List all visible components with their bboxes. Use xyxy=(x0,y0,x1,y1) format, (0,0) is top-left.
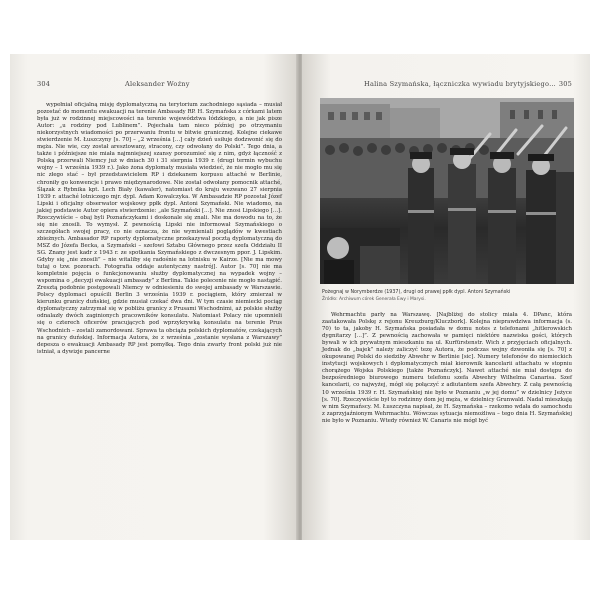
open-book xyxy=(10,54,590,540)
caption-main: Pożegnaj w Norymberdze (1937), drugi od prawej ppłk dypl. Antoni Szymański xyxy=(322,290,511,295)
right-page-body xyxy=(322,312,572,425)
left-page-body xyxy=(37,102,282,356)
left-running-head: Aleksander Woźny xyxy=(125,80,190,88)
black-white-photograph-icon xyxy=(320,98,574,284)
caption-source: Źródło: Archiwum córek Generała Ewy i Marysi. xyxy=(322,296,426,302)
right-paragraph: Wehrmachtu parły na Warszawę. [Najbliżej do stolicy miała 4. DPanc, która zaatakowała Polskę z rejonu Kreuzburg/Kluczbork]. Kolejna nieprawdziwa informacja (s. 70) to ta, jakoby H. Szymańska posiadała w domu notes z telefonami „hitlerowskich dygnitarzy […]”. Z pewnością zachowała w pamięci niektóre nazwiska gości, których bywali w ich prywatnym mieszkaniu na ul. Kurfürstenstr. Wich z przyjęciach oficjalnych. Jednak do „bajek” należy zaliczyć tezę Autora, że podczas wojny dzwoniła się [s. 70] z okupowanej Polski do siedziby Abwehr w Berlinie [sic]. Numery telefonów do niemieckich instytucji wojskowych i dyplomatycznych miał kierownik kancelarii attachatu w stopniu chorążego Wojska Polskiego [także Poznańczyk]. Nawet attaché nie miał dostępu do bezpośredniego biurowego numeru telefonu szefa Abwehry Wilhelma Canarisa. Szef kancelarii, co najwyżej, mógł się połączyć z adiutantem szefa Abwehry. Z całą pewnością 10 września 1939 r. H. Szymańskiej nie było w Poznaniu „w jej domu” w dzielnicy Jeżyce [s. 70]. Rzeczywiście był to rodzinny dom jej męża, w dzielnicy Grunwald. Nadal mieszkają w nim Szymańscy. M. Łuszczyna napisał, że H. Szymańska – rzekomo wdała do samochodu z zaprzyjaźnionym Wehrmachtu. Wówczas sytuacja niemożliwa – tego dnia H. Szymańskiej nie było w Poznaniu. Wtedy również W. Canaris nie mógł być xyxy=(322,312,572,424)
right-running-head: Halina Szymańska, łączniczka wywiadu brytyjskiego… xyxy=(364,80,556,88)
left-page xyxy=(10,54,298,540)
right-page-number: 305 xyxy=(558,80,572,88)
left-page-number: 304 xyxy=(37,80,51,88)
photo-caption xyxy=(322,290,572,303)
left-paragraph: wypełniał oficjalną misję dyplomatyczną na terytorium zachodniego sąsiada – musiał pozostać do momentu ewakuacji na terenie Ambasady RP. H. Szymańska z córkami latem była już w rodzinnej miejscowości na terenie województwa łódzkiego, a nie jak pisze Autor: „u rodziny pod Lublinem”. Pojechała tam nieco później po otrzymaniu niekorzystnych wiadomości po przerwaniu frontu w bitwie granicznej. Kolejne ciekawe stwierdzenie M. Łuszczyny [s. 70] – „2 września […] cały dzień usiłuje dodzwonić się do męża. Nie wie, czy został aresztowany, stracony, czy odwołany do Polski”. Tego dnia, a także i późniejsze nie miała najmniejszej szansy porozumieć się z nim, gdyż łączność z Polską przerwali Niemcy już w dniach 30 i 31 sierpnia 1939 r. (drugi termin wybuchu wojny – 1 września 1939 r.). Jako żona dyplomaty musiała wiedzieć, że nie mogło mu się nic złego stać – był przedstawicielem RP i dziekanem korpusu attaché w Berlinie, chroniły go konwencje i prawo międzynarodowe. Nie został odwołany pomocnik attaché, Ślązak z Rybnika kpt. Lech Biały (kawaler), natomiast do kraju wezwano 27 sierpnia 1939 r. attaché lotniczego mjr. dypl. Adam Kowalczyka. W Ambasadzie RP pozostał Józef Lipski i oficjalny obserwator wojskowy ppłk dypl. Antoni Szymański. Nie wiadomo, na jakiej podstawie Autor opiera stwierdzenie: „ale Szymański […]. Nie znosi Lipskiego […]. Rzeczywiście – obaj byli Poznańczykami i doskonale się znali. Nie ma dowodu na to, że się nie znosili. To wymysł. Z pewnością Lipski nie informował Szymańskiego o szczegółach swojej pracy, co nie oznacza, że nie wymieniali poglądów w kwestiach zbieżnych. Ambasador RP raporty dyplomatyczne przekazywał pocztą dyplomatyczną do MSZ do Józefa Becka, a Szymański – szefowi Sztabu Głównego przez szefa Oddziału II SG. Znany jest kadr z 1943 r. ze spotkania Szymańskiego z dwczesnym ppor. J. Lipskim. Gdyby się „nie znosili” – nie witaliby się radośnie na lotnisku w Kairze. [Nie ma mowy tutaj o tzw. pozorach. Fotografia oddaje autentyczny nastrój]. Autor [s. 70] nie ma kompletnie pojęcia o funkcjonowaniu służby dyplomatycznej na wypadek wojny – wspomina o „decyzji ewakuacji ambasady” z Berlina. Takie polecenie nie mogło nastąpić. Zresztą podobnie postępowali Niemcy w odniesieniu do swojej ambasady w Warszawie. Polscy dyplomaci opuścili Berlin 3 września 1939 r. pociągiem, który zmierzał w kierunku granicy duńskiej, gdzie musiał czekać dwa dni. W tym czasie niemiecki pociąg dyplomatyczny zatrzymał się w pobliżu granicy z Prusami Wschodnimi, aż polskie służby odnalazły dwóch zaginionych pracowników konsulatu. Natomiast Polacy nie upomnieli się o czterech oficerów pracujących pod wprzykrywką konsulatu na terenie Prus Wschodnich – zostali zamordowani. Sprawa ta obciąża polskich dyplomatów, czekających na granicy duńskiej. Informacja Autora, że z września „zostanie wysłana z Warszawy” depesza o ewakuacji Ambasady RP jest pomyłką. Tego dnia zwarty front polski już nie istniał, a dywizje pancerne xyxy=(37,102,282,355)
right-page xyxy=(302,54,590,540)
